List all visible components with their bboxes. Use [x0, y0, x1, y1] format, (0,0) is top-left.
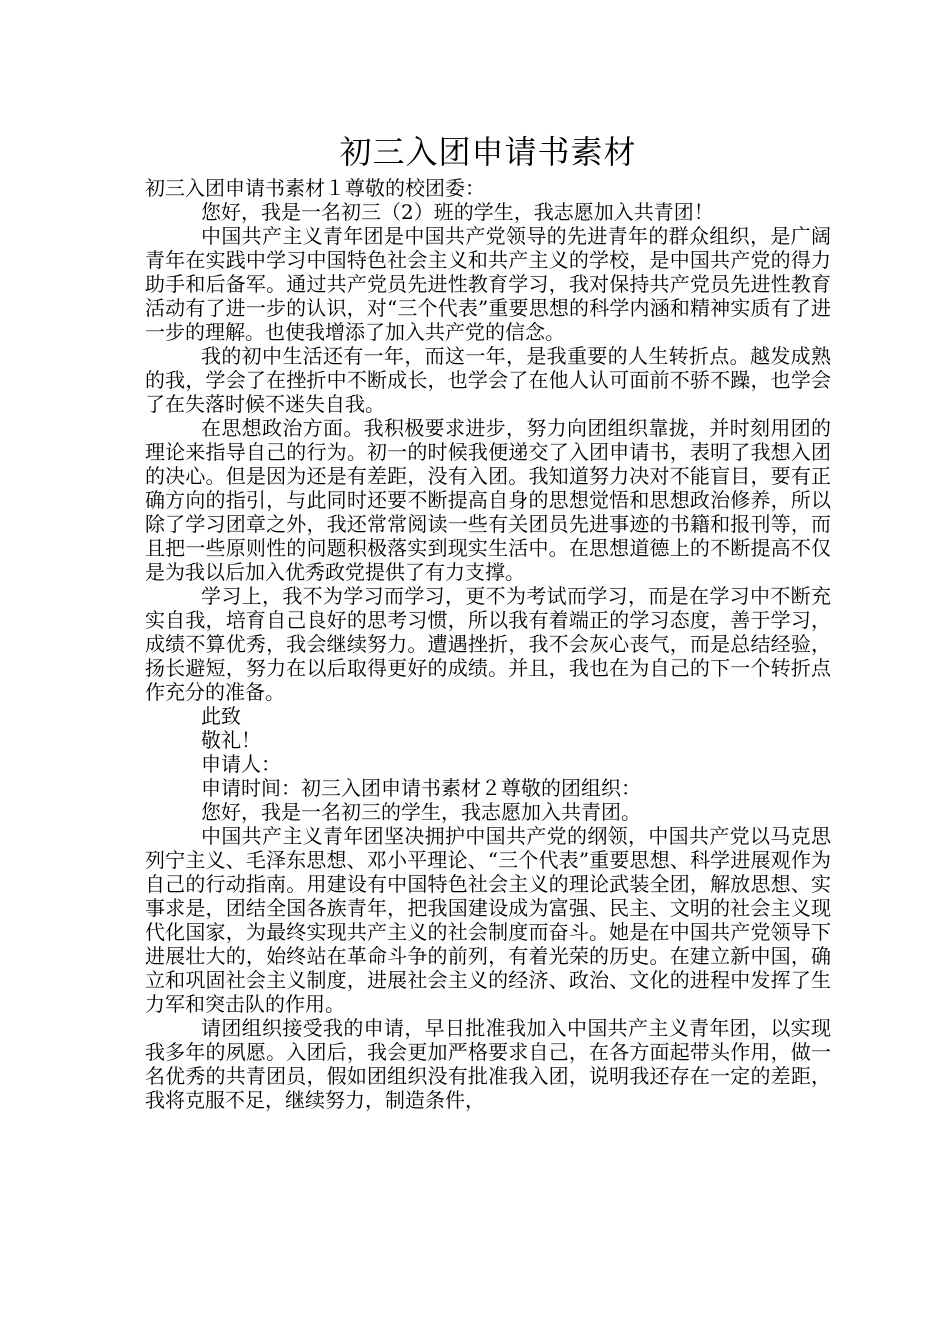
document-page [145, 128, 831, 1112]
paragraph: 我的初中生活还有一年，而这一年，是我重要的人生转折点。越发成熟的我，学会了在挫折中不断成长，也学会了在他人认可面前不骄不躁，也学会了在失落时候不迷失自我。 [145, 344, 831, 416]
date-line: 申请时间：初三入团申请书素材２尊敬的团组织： [201, 776, 641, 800]
paragraph: 请团组织接受我的申请，早日批准我加入中国共产主义青年团，以实现我多年的夙愿。入团后，我会更加严格要求自己，在各方面起带头作用，做一名优秀的共青团员，假如团组织没有批准我入团，说明我还存在一定的差距，我将克服不足，继续努力，制造条件， [145, 1016, 831, 1112]
closing-regards: 敬礼！ [201, 728, 261, 752]
paragraph: 您好，我是一名初三（2）班的学生，我志愿加入共青团！ [201, 200, 714, 224]
paragraph: 中国共产主义青年团是中国共产党领导的先进青年的群众组织，是广阔青年在实践中学习中国特色社会主义和共产主义的学校，是中国共产党的得力助手和后备军。通过共产党员先进性教育学习，我对保持共产党员先进性教育活动有了进一步的认识，对“三个代表”重要思想的科学内涵和精神实质有了进一步的理解。也使我增添了加入共产党的信念。 [145, 224, 831, 344]
paragraph: 学习上，我不为学习而学习，更不为考试而学习，而是在学习中不断充实自我，培育自己良好的思考习惯，所以我有着端正的学习态度，善于学习，成绩不算优秀，我会继续努力。遭遇挫折，我不会灰心丧气，而是总结经验，扬长避短，努力在以后取得更好的成绩。并且，我也在为自己的下一个转折点作充分的准备。 [145, 584, 831, 704]
applicant-line: 申请人： [201, 752, 281, 776]
paragraph: 中国共产主义青年团坚决拥护中国共产党的纲领，中国共产党以马克思列宁主义、毛泽东思想、邓小平理论、“三个代表”重要思想、科学进展观作为自己的行动指南。用建设有中国特色社会主义的理论武装全团，解放思想、实事求是，团结全国各族青年，把我国建设成为富强、民主、文明的社会主义现代化国家，为最终实现共产主义的社会制度而奋斗。她是在中国共产党领导下进展壮大的，始终站在革命斗争的前列，有着光荣的历史。在建立新中国，确立和巩固社会主义制度，进展社会主义的经济、政治、文化的进程中发挥了生力军和突击队的作用。 [145, 824, 831, 1016]
closing-salutation: 此致 [201, 704, 241, 728]
document-title: 初三入团申请书素材 [339, 133, 637, 171]
paragraph: 您好，我是一名初三的学生，我志愿加入共青团。 [201, 800, 641, 824]
document-body [145, 176, 831, 1112]
paragraph-greeting: 初三入团申请书素材１尊敬的校团委： [145, 176, 485, 200]
paragraph: 在思想政治方面。我积极要求进步，努力向团组织靠拢，并时刻用团的理论来指导自己的行为。初一的时候我便递交了入团申请书，表明了我想入团的决心。但是因为还是有差距，没有入团。我知道努力决对不能盲目，要有正确方向的指引，与此同时还要不断提高自身的思想觉悟和思想政治修养，所以除了学习团章之外，我还常常阅读一些有关团员先进事迹的书籍和报刊等，而且把一些原则性的问题积极落实到现实生活中。在思想道德上的不断提高不仅是为我以后加入优秀政党提供了有力支撑。 [145, 416, 831, 584]
